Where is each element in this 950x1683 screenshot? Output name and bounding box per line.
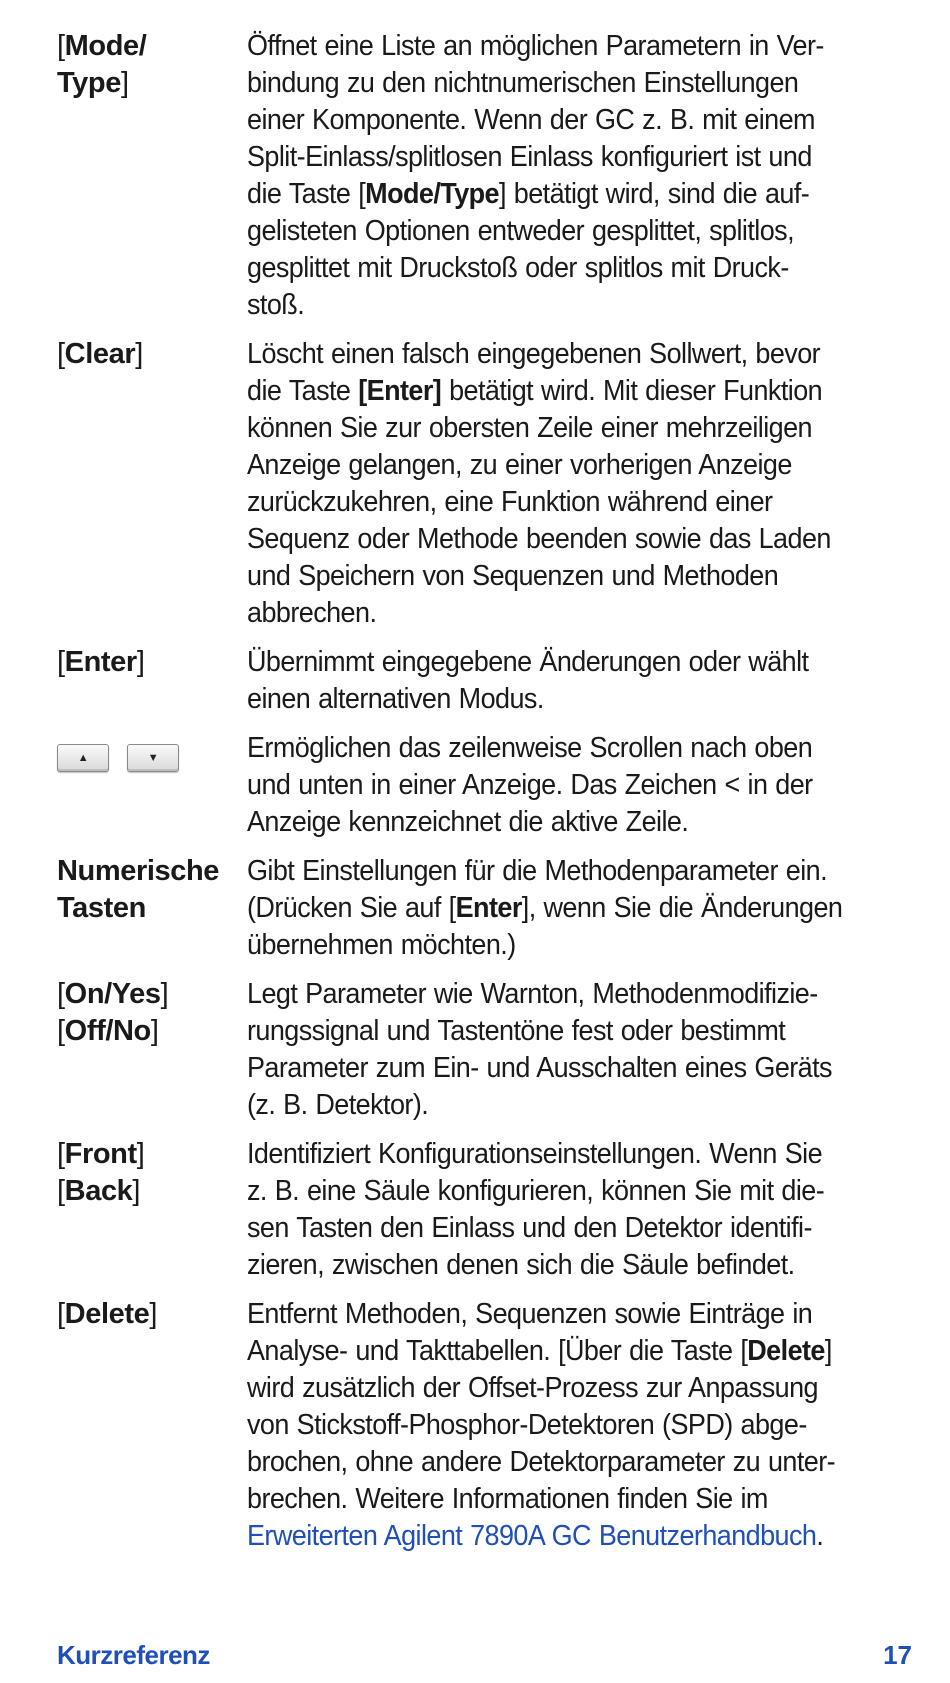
key-description (247, 28, 861, 324)
description-line: sen Tasten den Einlass und den Detektor identifi- (247, 1212, 812, 1244)
description-line: gesplittet mit Druckstoß oder splitlos mit Druck- (247, 252, 789, 284)
description-line: zurückzukehren, eine Funktion während einer (247, 486, 773, 518)
description-line: brochen, ohne andere Detektorparameter zu unter- (247, 1446, 836, 1478)
description-line: Erweiterten Agilent 7890A GC Benutzerhandbuch. (247, 1520, 824, 1552)
key-description (247, 1296, 861, 1555)
key-description (247, 1136, 861, 1284)
key-term (57, 644, 247, 681)
footer-section-title: Kurzreferenz (57, 1640, 210, 1670)
key-term-line: [On/Yes] (57, 978, 169, 1010)
key-term-line: [Back] (57, 1175, 141, 1207)
description-line: Anzeige kennzeichnet die aktive Zeile. (247, 806, 689, 838)
description-line: Ermöglichen das zeilenweise Scrollen nach oben (247, 732, 813, 764)
key-term-line: Numerische (57, 855, 220, 887)
key-term-line: [Mode/ (57, 30, 147, 62)
description-line: die Taste [Mode/Type] betätigt wird, sind die auf- (247, 178, 810, 210)
key-entry (57, 28, 907, 324)
key-entry (57, 644, 907, 718)
description-line: die Taste [Enter] betätigt wird. Mit dieser Funktion (247, 375, 823, 407)
description-line: Anzeige gelangen, zu einer vorherigen Anzeige (247, 449, 792, 481)
description-line: können Sie zur obersten Zeile einer mehrzeiligen (247, 412, 812, 444)
key-description (247, 730, 861, 841)
description-line: Entfernt Methoden, Sequenzen sowie Einträge in (247, 1298, 813, 1330)
description-line: abbrechen. (247, 597, 377, 629)
description-line: von Stickstoff-Phosphor-Detektoren (SPD) abge- (247, 1409, 807, 1441)
key-term-line: [Enter] (57, 646, 145, 678)
key-term (57, 336, 247, 373)
key-term (57, 730, 247, 772)
key-description (247, 336, 861, 632)
manual-reference-link[interactable]: Erweiterten Agilent 7890A GC Benutzerhandbuch (247, 1520, 817, 1552)
key-entry (57, 853, 907, 964)
description-line: gelisteten Optionen entweder gesplittet, splitlos, (247, 215, 795, 247)
description-line: wird zusätzlich der Offset-Prozess zur Anpassung (247, 1372, 818, 1404)
description-line: Löscht einen falsch eingegebenen Sollwert, bevor (247, 338, 821, 370)
key-description (247, 853, 861, 964)
description-line: einen alternativen Modus. (247, 683, 544, 715)
description-line: Gibt Einstellungen für die Methodenparameter ein. (247, 855, 828, 887)
description-line: Split-Einlass/splitlosen Einlass konfiguriert ist und (247, 141, 812, 173)
description-line: (Drücken Sie auf [Enter], wenn Sie die Änderungen (247, 892, 843, 924)
description-line: (z. B. Detektor). (247, 1089, 429, 1121)
key-entry (57, 336, 907, 632)
description-line: brechen. Weitere Informationen finden Sie im (247, 1483, 768, 1515)
description-line: einer Komponente. Wenn der GC z. B. mit einem (247, 104, 815, 136)
description-line: Analyse- und Takttabellen. [Über die Taste [Delete] (247, 1335, 832, 1367)
key-entry (57, 1296, 907, 1555)
key-entry (57, 976, 907, 1124)
key-entry (57, 730, 907, 841)
key-term-line: [Delete] (57, 1298, 157, 1330)
description-line: Öffnet eine Liste an möglichen Parametern in Ver- (247, 30, 824, 62)
description-line: und unten in einer Anzeige. Das Zeichen < in der (247, 769, 813, 801)
description-line: zieren, zwischen denen sich die Säule befindet. (247, 1249, 795, 1281)
key-entry (57, 1136, 907, 1284)
description-line: Legt Parameter wie Warnton, Methodenmodifizie- (247, 978, 818, 1010)
key-term (57, 1136, 247, 1210)
description-line: Parameter zum Ein- und Ausschalten eines Geräts (247, 1052, 832, 1084)
key-term-line: [Off/No] (57, 1015, 159, 1047)
key-description (247, 644, 861, 718)
arrow-keys (57, 730, 247, 772)
arrow-up-key-icon: ▲ (57, 744, 109, 772)
key-term-line: Tasten (57, 892, 146, 924)
description-line: Identifiziert Konfigurationseinstellungen. Wenn Sie (247, 1138, 823, 1170)
description-line: übernehmen möchten.) (247, 929, 516, 961)
description-line: rungssignal und Tastentöne fest oder bestimmt (247, 1015, 786, 1047)
key-term-line: [Front] (57, 1138, 145, 1170)
description-line: und Speichern von Sequenzen und Methoden (247, 560, 779, 592)
description-line: stoß. (247, 289, 305, 321)
arrow-down-key-icon: ▼ (127, 744, 179, 772)
page-number: 17 (883, 1640, 912, 1670)
key-term (57, 853, 247, 927)
key-term (57, 28, 247, 102)
key-term (57, 1296, 247, 1333)
description-line: Übernimmt eingegebene Änderungen oder wählt (247, 646, 809, 678)
key-term-line: Type] (57, 67, 129, 99)
description-line: z. B. eine Säule konfigurieren, können Sie mit die- (247, 1175, 825, 1207)
key-term (57, 976, 247, 1050)
description-line: Sequenz oder Methode beenden sowie das Laden (247, 523, 831, 555)
key-term-line: [Clear] (57, 338, 143, 370)
key-reference-list (57, 28, 907, 1567)
description-line: bindung zu den nichtnumerischen Einstellungen (247, 67, 799, 99)
key-description (247, 976, 861, 1124)
